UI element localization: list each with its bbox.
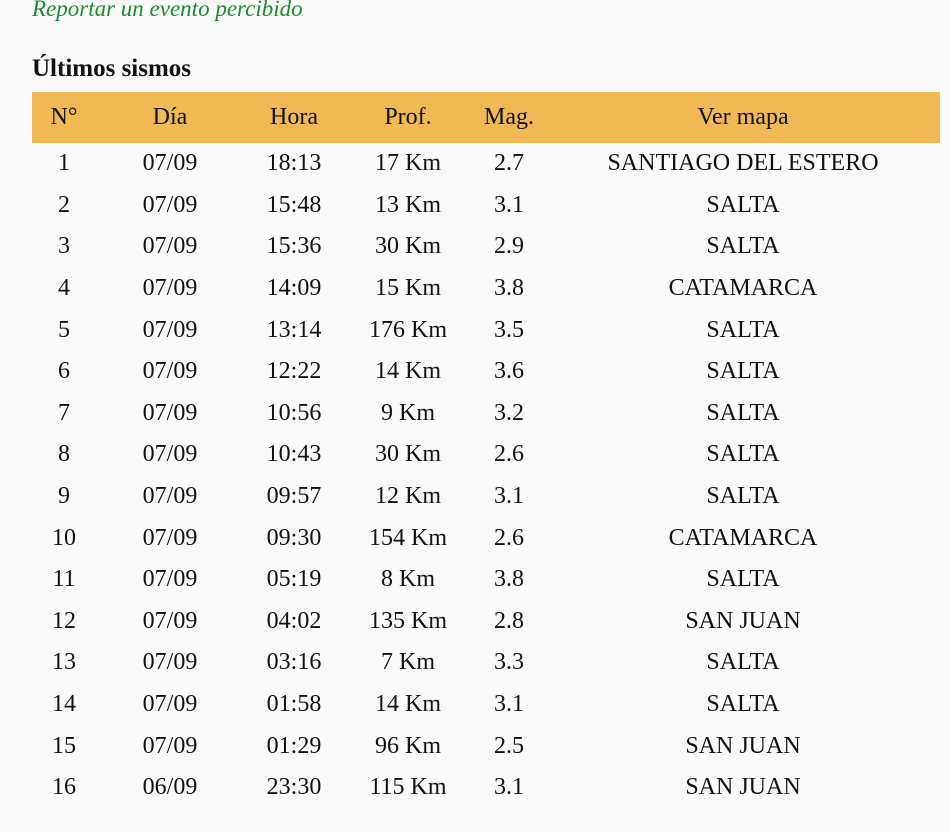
cell-depth: 176 Km (369, 316, 447, 343)
cell-magnitude: 2.6 (494, 441, 524, 468)
cell-day: 06/09 (142, 774, 198, 801)
table-body (32, 143, 940, 809)
cell-depth: 30 Km (375, 233, 441, 260)
cell-map-location-link[interactable]: SALTA (706, 649, 780, 676)
cell-time: 03:16 (266, 649, 322, 676)
cell-day: 07/09 (142, 150, 198, 177)
earthquakes-table (32, 92, 940, 809)
cell-time: 10:43 (266, 441, 322, 468)
cell-depth: 9 Km (381, 399, 435, 426)
table-row (32, 601, 940, 643)
cell-number: 3 (58, 233, 70, 260)
table-row (32, 517, 940, 559)
table-row (32, 725, 940, 767)
table-row (32, 434, 940, 476)
cell-depth: 115 Km (369, 774, 447, 801)
cell-map-location-link[interactable]: SALTA (706, 483, 780, 510)
cell-magnitude: 3.1 (494, 691, 524, 718)
cell-depth: 14 Km (375, 691, 441, 718)
cell-time: 04:02 (266, 607, 322, 634)
cell-day: 07/09 (142, 399, 198, 426)
cell-number: 8 (58, 441, 70, 468)
cell-number: 11 (52, 566, 76, 593)
cell-number: 16 (52, 774, 76, 801)
table-row (32, 767, 940, 809)
cell-day: 07/09 (142, 316, 198, 343)
cell-day: 07/09 (142, 524, 198, 551)
cell-magnitude: 2.6 (494, 524, 524, 551)
cell-magnitude: 2.9 (494, 233, 524, 260)
cell-time: 14:09 (266, 275, 322, 302)
cell-day: 07/09 (142, 607, 198, 634)
header-magnitude: Mag. (472, 92, 546, 143)
table-row (32, 226, 940, 268)
cell-time: 13:14 (266, 316, 322, 343)
table-row (32, 143, 940, 185)
cell-time: 05:19 (266, 566, 322, 593)
cell-time: 10:56 (266, 399, 322, 426)
cell-day: 07/09 (142, 275, 198, 302)
cell-time: 15:48 (266, 191, 322, 218)
table-row (32, 684, 940, 726)
cell-magnitude: 3.8 (494, 275, 524, 302)
cell-depth: 154 Km (369, 524, 447, 551)
cell-map-location-link[interactable]: CATAMARCA (668, 524, 818, 551)
cell-depth: 7 Km (381, 649, 435, 676)
cell-time: 15:36 (266, 233, 322, 260)
table-row (32, 185, 940, 227)
cell-depth: 96 Km (375, 732, 441, 759)
cell-map-location-link[interactable]: SAN JUAN (685, 774, 801, 801)
table-header (32, 92, 940, 143)
cell-number: 15 (52, 732, 76, 759)
header-depth: Prof. (344, 92, 472, 143)
cell-map-location-link[interactable]: SALTA (706, 191, 780, 218)
cell-magnitude: 3.8 (494, 566, 524, 593)
cell-map-location-link[interactable]: SALTA (706, 399, 780, 426)
cell-day: 07/09 (142, 233, 198, 260)
cell-map-location-link[interactable]: SALTA (706, 316, 780, 343)
cell-number: 9 (58, 483, 70, 510)
table-row (32, 559, 940, 601)
cell-map-location-link[interactable]: SALTA (706, 566, 780, 593)
cell-depth: 12 Km (375, 483, 441, 510)
cell-depth: 15 Km (375, 275, 441, 302)
cell-number: 12 (52, 607, 76, 634)
cell-magnitude: 3.3 (494, 649, 524, 676)
table-row (32, 268, 940, 310)
cell-magnitude: 2.5 (494, 732, 524, 759)
cell-number: 2 (58, 191, 70, 218)
cell-number: 4 (58, 275, 70, 302)
cell-number: 6 (58, 358, 70, 385)
cell-day: 07/09 (142, 191, 198, 218)
cell-map-location-link[interactable]: SANTIAGO DEL ESTERO (607, 150, 879, 177)
cell-day: 07/09 (142, 691, 198, 718)
cell-map-location-link[interactable]: CATAMARCA (668, 275, 818, 302)
cell-time: 23:30 (266, 774, 322, 801)
cell-magnitude: 3.6 (494, 358, 524, 385)
cell-number: 5 (58, 316, 70, 343)
cell-depth: 14 Km (375, 358, 441, 385)
table-row (32, 476, 940, 518)
header-day: Día (96, 92, 244, 143)
cell-time: 09:30 (266, 524, 322, 551)
cell-depth: 8 Km (381, 566, 435, 593)
cell-time: 12:22 (266, 358, 322, 385)
cell-day: 07/09 (142, 649, 198, 676)
table-row (32, 642, 940, 684)
table-row (32, 351, 940, 393)
cell-time: 18:13 (266, 150, 322, 177)
table-row (32, 309, 940, 351)
cell-map-location-link[interactable]: SALTA (706, 441, 780, 468)
cell-number: 7 (58, 399, 70, 426)
cell-time: 09:57 (266, 483, 322, 510)
header-time: Hora (244, 92, 344, 143)
cell-magnitude: 3.2 (494, 399, 524, 426)
cell-number: 10 (52, 524, 76, 551)
cell-number: 14 (52, 691, 76, 718)
cell-magnitude: 2.8 (494, 607, 524, 634)
cell-day: 07/09 (142, 732, 198, 759)
cell-map-location-link[interactable]: SAN JUAN (685, 732, 801, 759)
cell-day: 07/09 (142, 441, 198, 468)
cell-depth: 135 Km (369, 607, 447, 634)
report-event-link[interactable]: Reportar un evento percibido (32, 0, 303, 21)
cell-time: 01:58 (266, 691, 322, 718)
cell-magnitude: 3.1 (494, 774, 524, 801)
cell-map-location-link[interactable]: SALTA (706, 233, 780, 260)
cell-depth: 17 Km (375, 150, 441, 177)
cell-day: 07/09 (142, 483, 198, 510)
cell-depth: 13 Km (375, 191, 441, 218)
table-row (32, 393, 940, 435)
cell-map-location-link[interactable]: SAN JUAN (685, 607, 801, 634)
cell-magnitude: 3.5 (494, 316, 524, 343)
header-row (32, 92, 940, 143)
cell-number: 13 (52, 649, 76, 676)
cell-magnitude: 3.1 (494, 191, 524, 218)
cell-map-location-link[interactable]: SALTA (706, 691, 780, 718)
header-number: N° (32, 92, 96, 143)
cell-number: 1 (58, 150, 70, 177)
cell-day: 07/09 (142, 566, 198, 593)
cell-map-location-link[interactable]: SALTA (706, 358, 780, 385)
section-title: Últimos sismos (32, 55, 192, 82)
cell-depth: 30 Km (375, 441, 441, 468)
cell-time: 01:29 (266, 732, 322, 759)
cell-magnitude: 3.1 (494, 483, 524, 510)
cell-day: 07/09 (142, 358, 198, 385)
cell-magnitude: 2.7 (494, 150, 524, 177)
header-view-map: Ver mapa (546, 92, 940, 143)
